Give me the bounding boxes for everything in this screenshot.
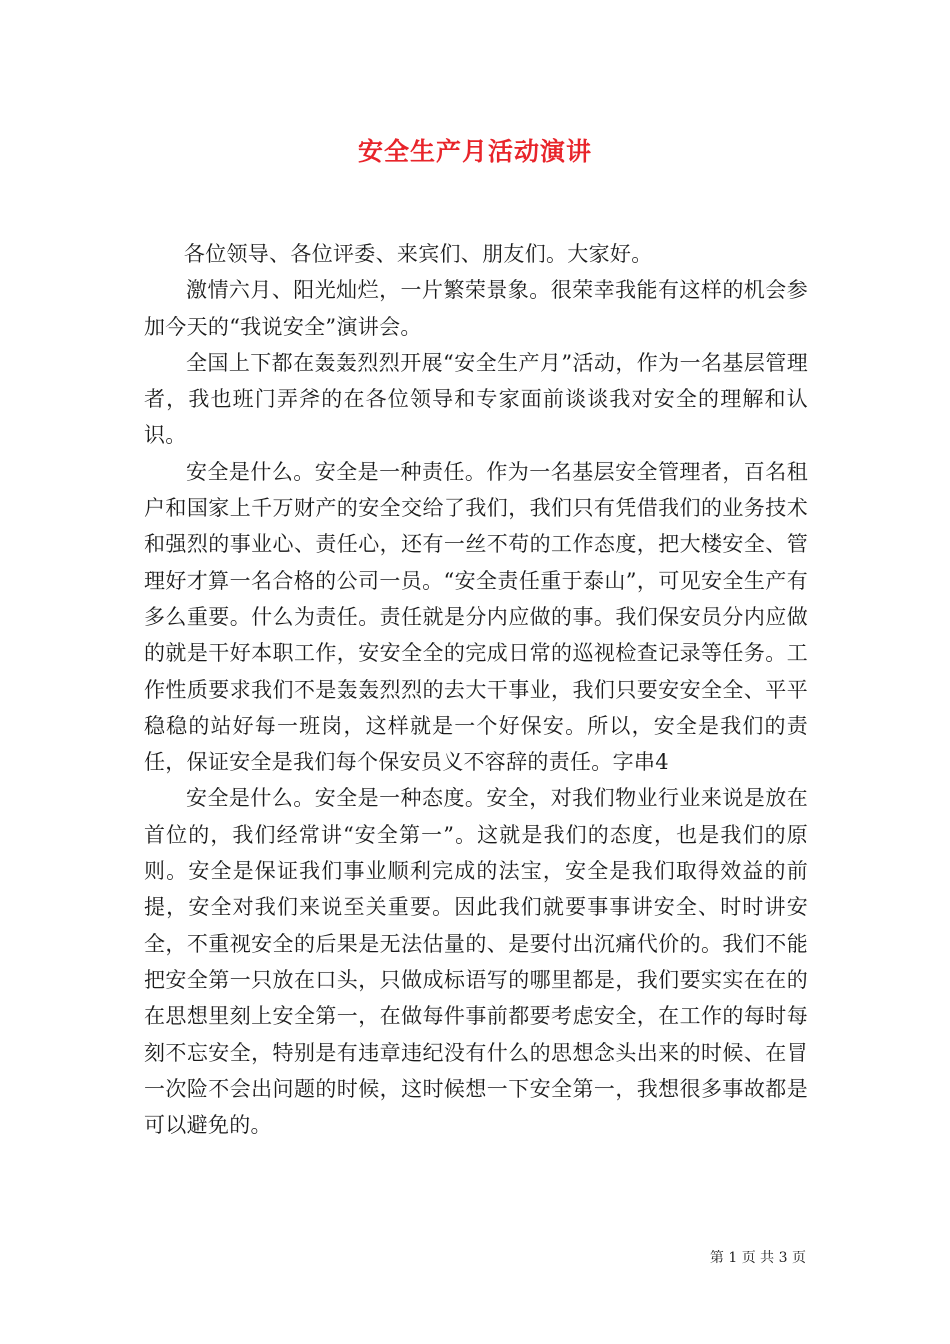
document-title: 安全生产月活动演讲 <box>357 137 592 166</box>
paragraph-greeting: 各位领导、各位评委、来宾们、朋友们。大家好。 <box>183 242 653 266</box>
page-number-footer: 第 1 页 共 3 页 <box>709 1250 806 1266</box>
document-body <box>144 236 808 1143</box>
paragraph-opening: 激情六月、阳光灿烂，一片繁荣景象。很荣幸我能有这样的机会参加今天的“我说安全”演讲会。 <box>144 278 808 339</box>
paragraph-safety-responsibility: 安全是什么。安全是一种责任。作为一名基层安全管理者，百名租户和国家上千万财产的安全交给了我们，我们只有凭借我们的业务技术和强烈的事业心、责任心，还有一丝不苟的工作态度，把大楼安全、管理好才算一名合格的公司一员。“安全责任重于泰山”，可见安全生产有多么重要。什么为责任。责任就是分内应做的事。我们保安员分内应做的就是干好本职工作，安安全全的完成日常的巡视检查记录等任务。工作性质要求我们不是轰轰烈烈的去大干事业，我们只要安安全全、平平稳稳的站好每一班岗，这样就是一个好保安。所以，安全是我们的责任，保证安全是我们每个保安员义不容辞的责任。字串4 <box>144 459 808 775</box>
paragraph-safety-attitude: 安全是什么。安全是一种态度。安全，对我们物业行业来说是放在首位的，我们经常讲“安全第一”。这就是我们的态度，也是我们的原则。安全是保证我们事业顺利完成的法宝，安全是我们取得效益的前提，安全对我们来说至关重要。因此我们就要事事讲安全、时时讲安全，不重视安全的后果是无法估量的、是要付出沉痛代价的。我们不能把安全第一只放在口头，只做成标语写的哪里都是，我们要实实在在的在思想里刻上安全第一，在做每件事前都要考虑安全，在工作的每时每刻不忘安全，特别是有违章违纪没有什么的思想念头出来的时候、在冒一次险不会出问题的时候，这时候想一下安全第一，我想很多事故都是可以避免的。 <box>144 786 808 1138</box>
paragraph-introduction: 全国上下都在轰轰烈烈开展“安全生产月”活动，作为一名基层管理者，我也班门弄斧的在各位领导和专家面前谈谈我对安全的理解和认识。 <box>144 350 808 448</box>
